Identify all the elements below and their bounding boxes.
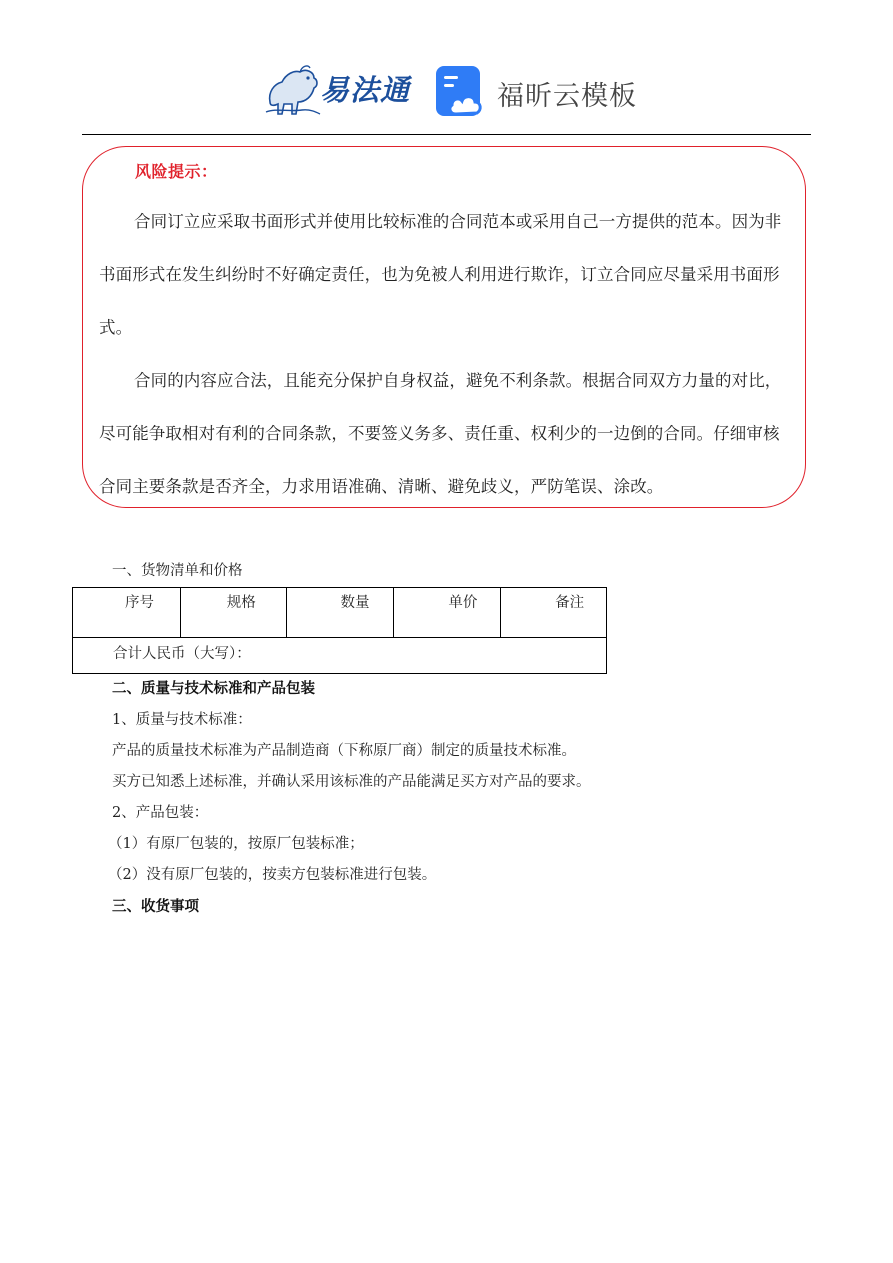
yifatong-logo (262, 60, 422, 120)
column-header-serial: 序号 (73, 588, 181, 638)
packaging-line-1: （1）有原厂包装的，按原厂包装标准； (108, 836, 364, 852)
total-rmb-label: 合计人民币（大写）： (73, 638, 607, 674)
goods-price-table (72, 587, 607, 674)
column-header-quantity: 数量 (286, 588, 394, 638)
column-header-remarks: 备注 (501, 588, 607, 638)
quality-standard-line-1: 产品的质量技术标准为产品制造商（下称原厂商）制定的质量技术标准。 (112, 743, 576, 759)
table-header-row (73, 588, 607, 638)
header-divider (82, 134, 811, 135)
quality-standard-line-2: 买方已知悉上述标准，并确认采用该标准的产品能满足买方对产品的要求。 (112, 774, 591, 790)
table-total-row (73, 638, 607, 674)
logo2-text: 福昕云模板 (497, 81, 637, 112)
logo1-text: 易法通 (320, 73, 411, 107)
cloud-template-icon (436, 66, 488, 118)
column-header-spec: 规格 (180, 588, 286, 638)
section3-heading: 三、收货事项 (112, 898, 199, 915)
risk-title: 风险提示： (135, 162, 218, 181)
packaging-line-2: （2）没有原厂包装的，按卖方包装标准进行包装。 (108, 867, 437, 883)
risk-paragraph-1: 合同订立应采取书面形式并使用比较标准的合同范本或采用自己一方提供的范本。因为非书面形式在发生纠纷时不好确定责任，也为免被人利用进行欺诈，订立合同应尽量采用书面形式。 (99, 212, 782, 337)
section2-heading: 二、质量与技术标准和产品包装 (112, 680, 315, 697)
section1-heading: 一、货物清单和价格 (112, 563, 243, 579)
risk-paragraph-2: 合同的内容应合法，且能充分保护自身权益，避免不利条款。根据合同双方力量的对比，尽可能争取相对有利的合同条款，不要签义务多、责任重、权利少的一边倒的合同。仔细审核合同主要条款是否齐全，力求用语准确、清晰、避免歧义，严防笔误、涂改。 (99, 371, 782, 496)
packaging-title: 2、产品包装： (112, 805, 209, 821)
page-header (0, 60, 893, 122)
qilin-icon (262, 62, 322, 118)
column-header-unit-price: 单价 (394, 588, 501, 638)
risk-warning-box (82, 146, 806, 508)
quality-standard-title: 1、质量与技术标准： (112, 712, 252, 728)
